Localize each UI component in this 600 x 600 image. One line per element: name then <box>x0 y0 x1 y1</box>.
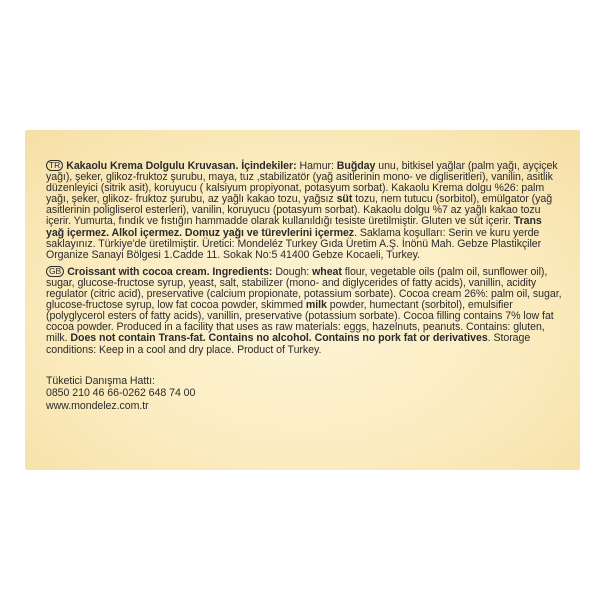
tr-dietary-claims: Trans yağ içermez. Alkol içermez. Domuz yağı ve türevlerini içermez <box>46 215 542 239</box>
gb-allergen-milk: milk <box>305 299 327 312</box>
gb-text: Dough: <box>272 265 313 278</box>
gb-allergen-wheat: wheat <box>312 265 342 278</box>
tr-allergen-milk: süt <box>336 193 353 206</box>
gb-text: flour, vegetable oils (palm oil, sunflower oil), sugar, glucose-fructose syrup, yeast, salt, stabilizer (mono- and diglycerides of fatty acids), vanillin, acidity regulator (citric acid), preservative (calcium propionate, potassium sorbate). Cocoa cream 26%: palm oil, sugar, glucose-fructose syrup, low fat cocoa powder, skimmed <box>46 265 562 312</box>
contact-phone: 0850 210 46 66-0262 648 74 00 <box>46 387 196 400</box>
tr-text: . Saklama koşulları: Serin ve kuru yerde saklayınız. Türkiye'de üretilmiştir. Üretici: Mondeléz Turkey Gıda Üretim A.Ş. İnönü Mah. Gebze Plastikçiler Organize Sanayi Bölgesi 1.Cadde 11. Sokak No:5 41400 Gebze Kocaeli, Turkey. <box>46 226 542 261</box>
tr-text: tozu, nem tutucu (sorbitol), emülgator (yağ asitlerinin poligliserol esterleri), vanilin, koruyucu (potasyum sorbat). Kakaolu dolgu %7 az yağlı kakao tozu içerir. Yumurta, fındık ve fıstığın hammadde olarak kullanıldığı tesiste üretilmiştir. Gluten ve süt içerir. <box>46 193 553 228</box>
contact-heading: Tüketici Danışma Hattı: <box>46 374 155 387</box>
gb-text: powder, humectant (sorbitol), emulsifier (polyglycerol esters of fatty acids), vanillin, preservative (potassium sorbate). Cocoa filling contains 7% low fat cocoa powder. Produced in a facility that uses as raw materials: eggs, hazelnuts, peanuts. Contains: gluten, milk. <box>46 299 554 345</box>
tr-text: unu, bitkisel yağlar (palm yağı, ayçiçek yağı), şeker, glikoz-fruktoz şurubu, maya, tuz ,stabilizatör (yağ asitlerinin mono- ve digliseritleri), vanilin, asitlik düzenleyici (sitrik asit), koruyucu ( kalsiyum propiyonat, potasyum sorbat). Kakaolu Krema dolgu %26: palm yağı, şeker, glikoz- fruktoz şurubu, az yağlı kakao tozu, yağsız <box>46 160 558 206</box>
ingredients-text-block <box>46 160 562 412</box>
turkish-ingredients-paragraph <box>46 160 562 261</box>
contact-website: www.mondelez.com.tr <box>46 399 149 412</box>
tr-allergen-wheat: Buğday <box>336 160 376 172</box>
gb-title: Croissant with cocoa cream. Ingredients: <box>67 265 273 278</box>
gb-dietary-claims: Does not contain Trans-fat. Contains no alcohol. Contains no pork fat or derivatives <box>70 332 488 345</box>
tr-language-badge: TR <box>46 160 63 171</box>
english-ingredients-paragraph <box>46 266 562 356</box>
tr-title: Kakaolu Krema Dolgulu Kruvasan. İçindekiler: <box>66 160 297 172</box>
tr-text: Hamur: <box>296 160 337 172</box>
consumer-contact <box>46 375 562 413</box>
gb-text: . Storage conditions: Keep in a cool and dry place. Product of Turkey. <box>46 332 531 356</box>
gb-language-badge: GB <box>46 266 64 277</box>
